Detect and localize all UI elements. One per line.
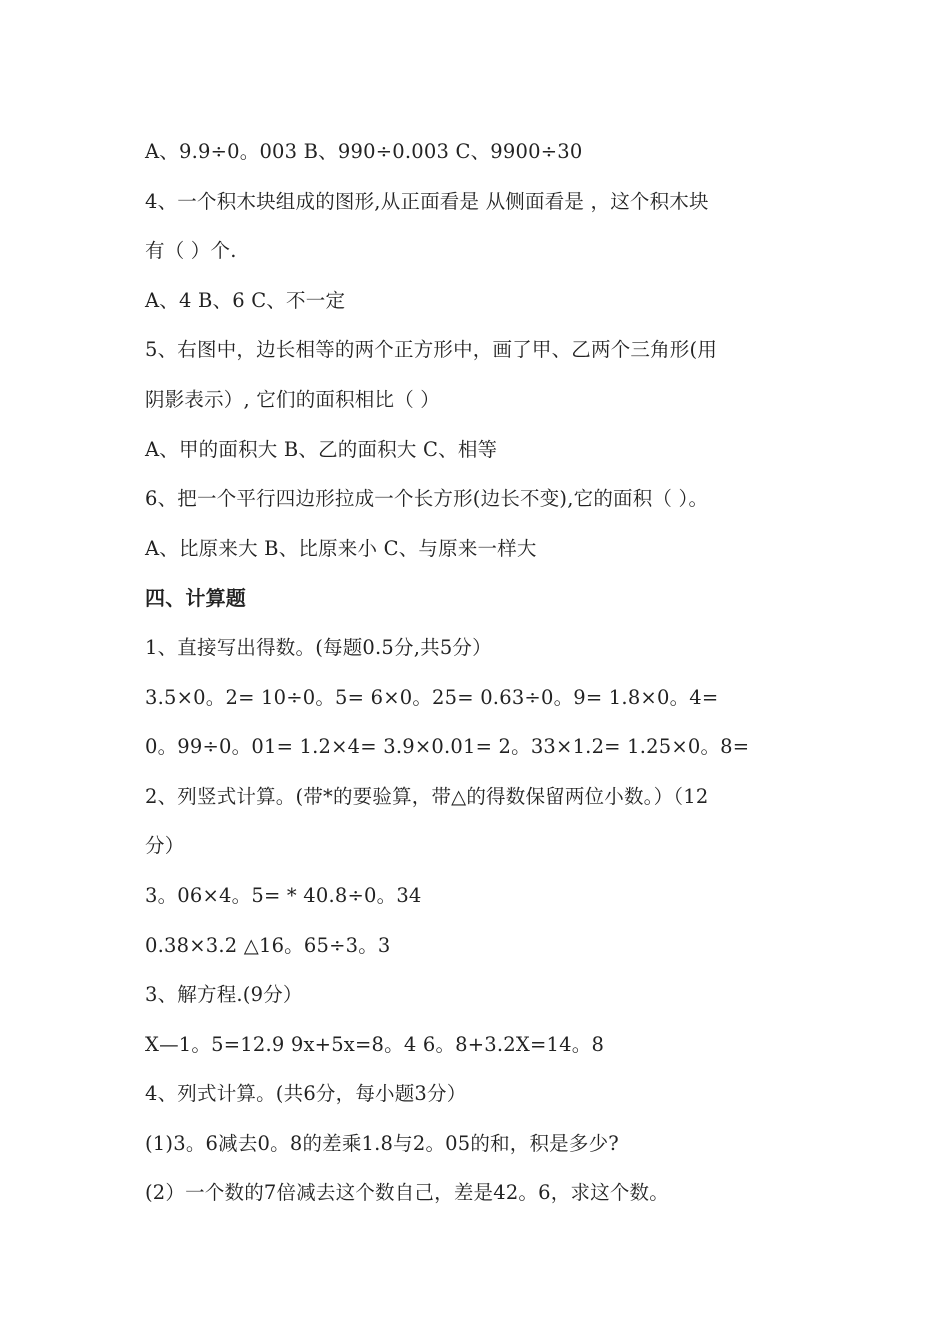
- text-line: 3、解方程.(9分）: [145, 983, 303, 1007]
- text-line: 3.5×0。2= 10÷0。5= 6×0。25= 0.63÷0。9= 1.8×0。4=: [145, 685, 719, 709]
- text-line: 有（ ）个.: [145, 239, 237, 263]
- text-line: A、比原来大 B、比原来小 C、与原来一样大: [145, 536, 537, 560]
- text-line: 分）: [145, 834, 185, 858]
- text-line: 0.38×3.2 △16。65÷3。3: [145, 933, 391, 957]
- text-line: 1、直接写出得数。(每题0.5分,共5分）: [145, 635, 492, 659]
- text-line: X—1。5=12.9 9x+5x=8。4 6。8+3.2X=14。8: [145, 1032, 605, 1056]
- text-line: 2、列竖式计算。(带*的要验算，带△的得数保留两位小数。）（12: [145, 784, 709, 808]
- text-line: A、9.9÷0。003 B、990÷0.003 C、9900÷30: [145, 140, 583, 163]
- text-line: 4、列式计算。(共6分，每小题3分）: [145, 1082, 467, 1106]
- text-line: 0。99÷0。01= 1.2×4= 3.9×0.01= 2。33×1.2= 1.25×0。8=: [145, 735, 750, 759]
- text-line: 阴影表示）, 它们的面积相比（ ）: [145, 387, 440, 411]
- section-heading: 四、计算题: [145, 586, 246, 611]
- text-line: 4、一个积木块组成的图形,从正面看是 从侧面看是 ，这个积木块: [145, 189, 709, 213]
- text-line: (1)3。6减去0。8的差乘1.8与2。05的和，积是多少?: [145, 1131, 619, 1155]
- text-line: (2）一个数的7倍减去这个数自己，差是42。6，求这个数。: [145, 1181, 669, 1205]
- document-body: [145, 130, 865, 1221]
- text-line: 5、右图中，边长相等的两个正方形中，画了甲、乙两个三角形(用: [145, 338, 718, 362]
- text-line: A、甲的面积大 B、乙的面积大 C、相等: [145, 437, 498, 461]
- text-line: 3。06×4。5= * 40.8÷0。34: [145, 883, 422, 907]
- text-line: A、4 B、6 C、不一定: [145, 288, 346, 312]
- text-line: 6、把一个平行四边形拉成一个长方形(边长不变),它的面积（ ）。: [145, 487, 709, 511]
